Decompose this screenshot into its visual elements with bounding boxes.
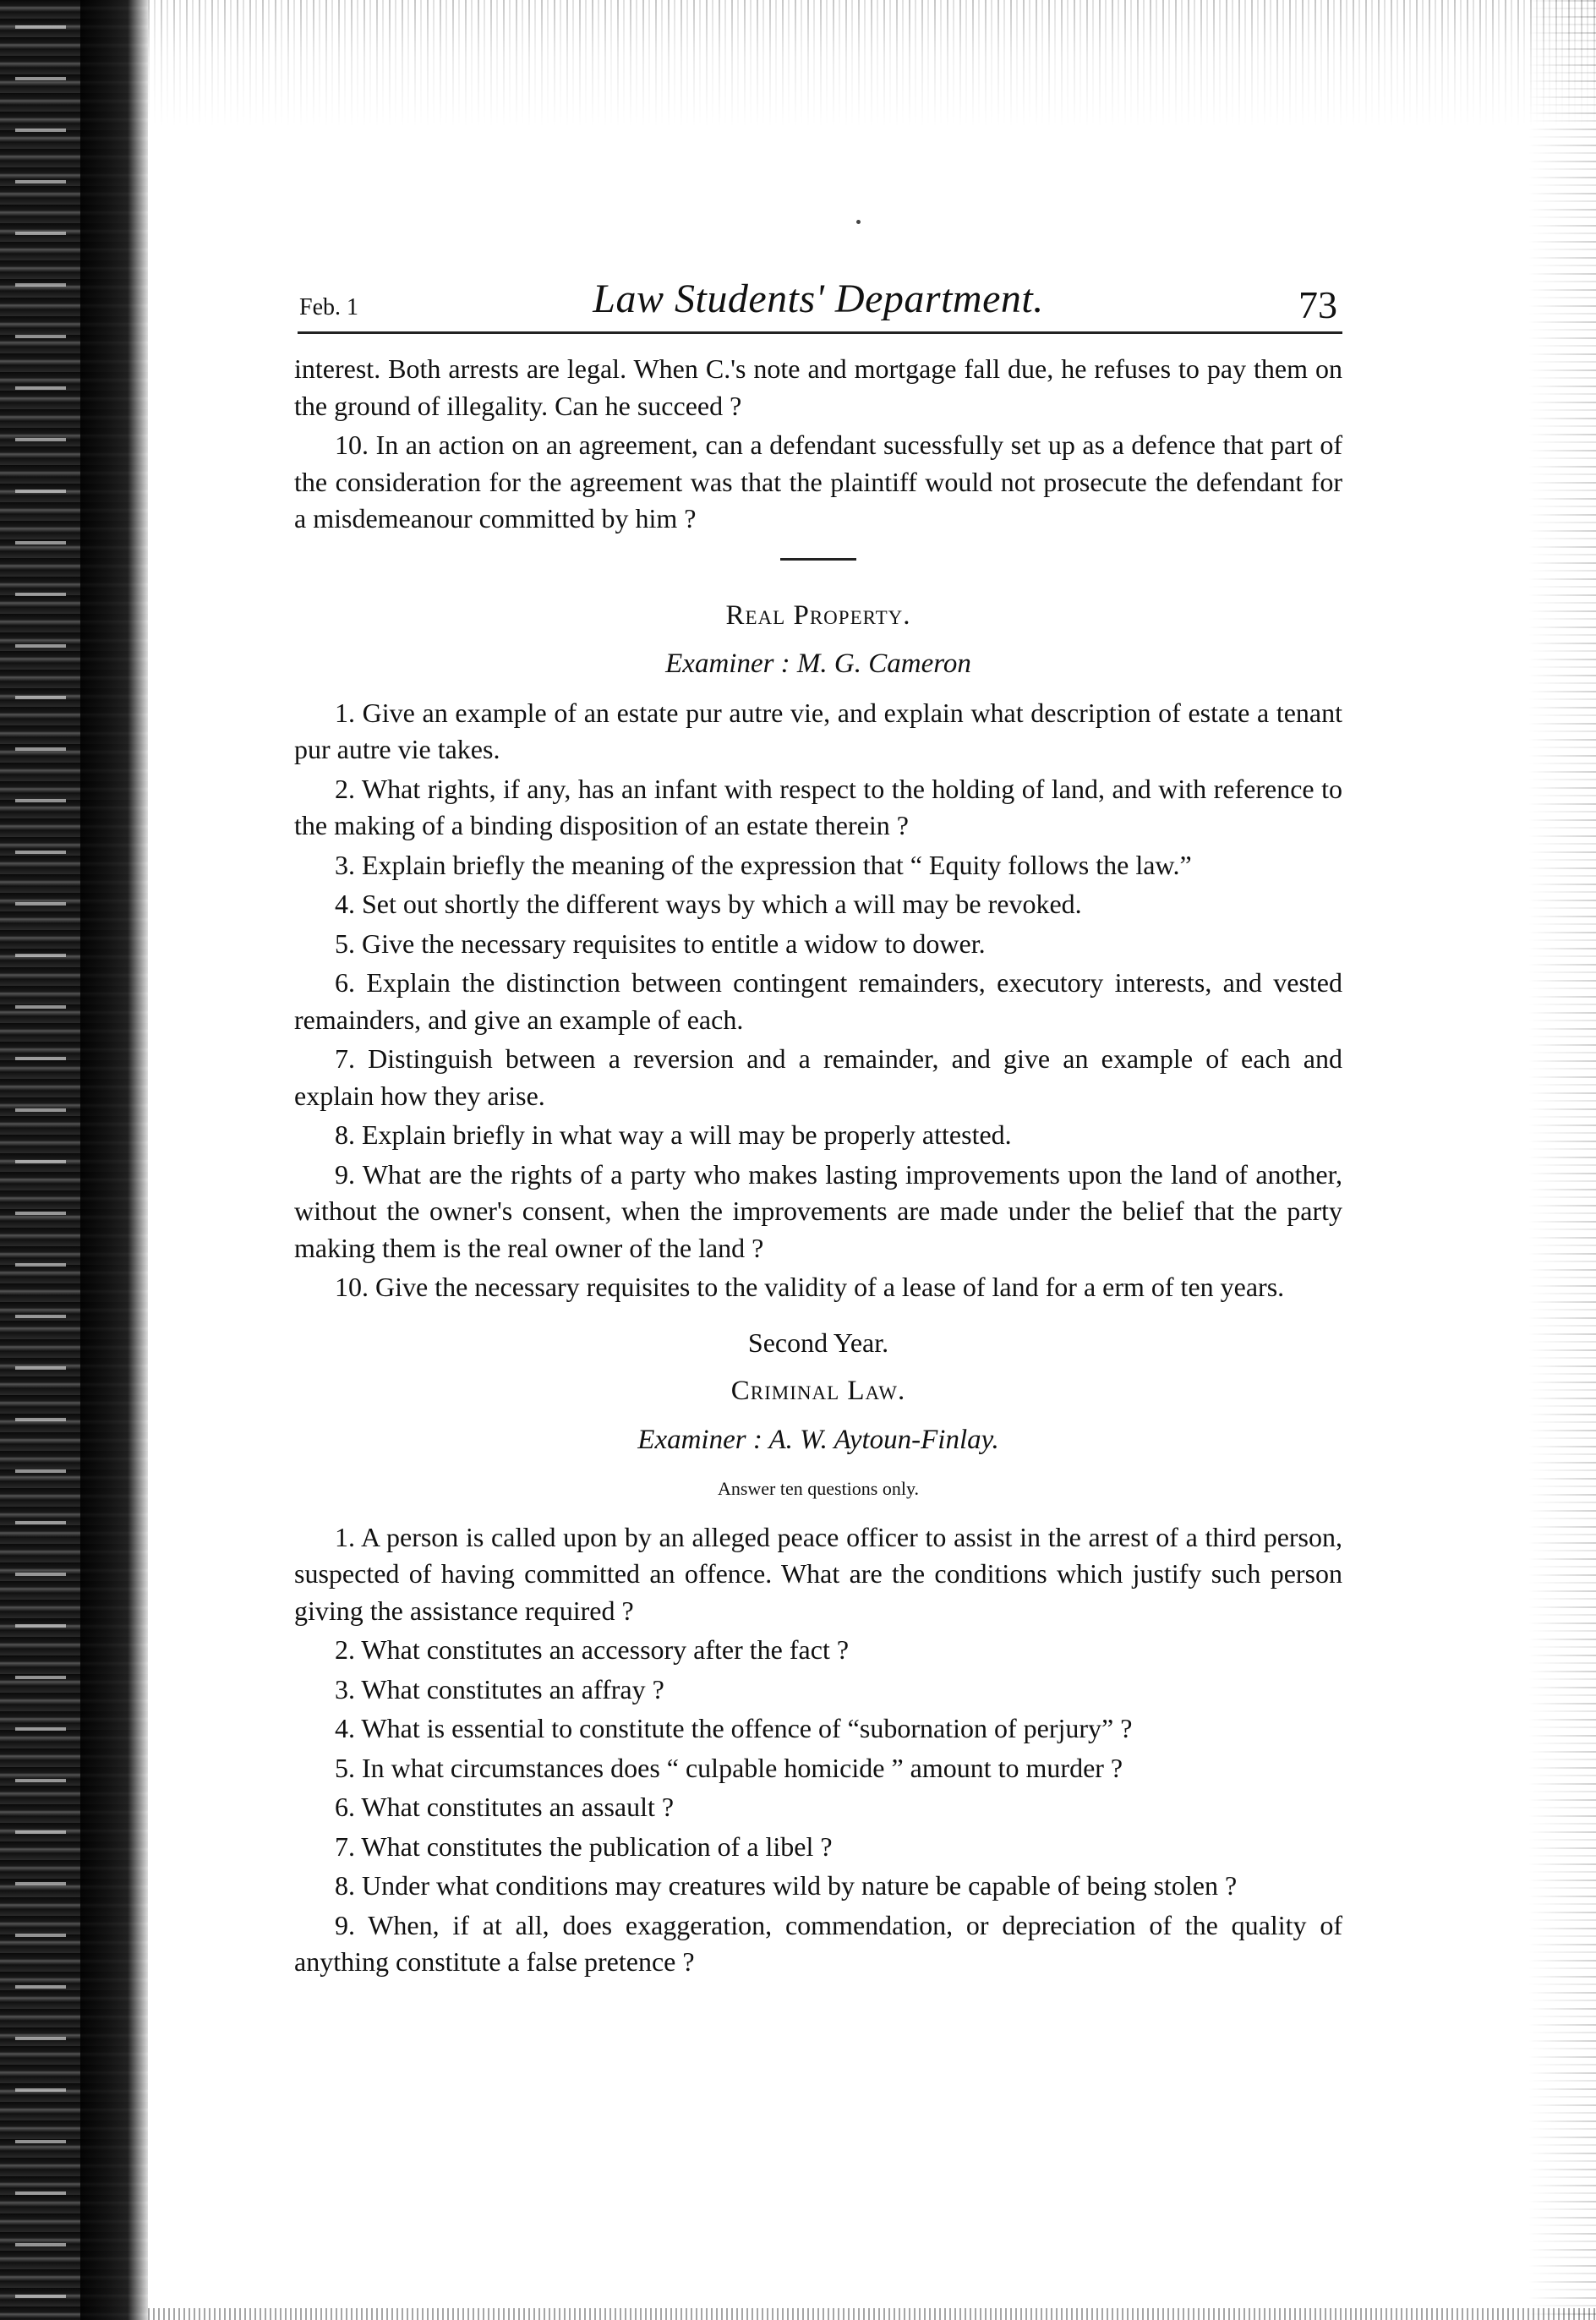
scan-speck bbox=[856, 220, 861, 224]
binding-texture bbox=[15, 0, 66, 2320]
header-date: Feb. 1 bbox=[299, 294, 358, 320]
page-number: 73 bbox=[1298, 283, 1337, 326]
question-item: 6. Explain the distinction between contingent remainders, executory interests, and vested remainders, and give an example of each. bbox=[294, 967, 1342, 1035]
question-item: 1. A person is called upon by an alleged peace officer to assist in the arrest of a third person, suspected of having committed an offence. What are the conditions which justify such person giving the assistance required ? bbox=[294, 1521, 1342, 1626]
section-divider bbox=[780, 558, 856, 561]
question-item: 10. Give the necessary requisites to the validity of a lease of land for a erm of ten years. bbox=[335, 1272, 1285, 1302]
question-item: 7. Distinguish between a reversion and a remainder, and give an example of each and explain how they arise. bbox=[294, 1043, 1342, 1111]
question-item: 8. Explain briefly in what way a will may be properly attested. bbox=[335, 1119, 1012, 1150]
continued-question-text: interest. Both arrests are legal. When C.'s note and mortgage fall due, he refuses to pay them on the ground of illegality. Can he succeed ? bbox=[294, 353, 1342, 421]
question-item: 3. Explain briefly the meaning of the expression that “ Equity follows the law.” bbox=[335, 849, 1192, 880]
question-item: 6. What constitutes an assault ? bbox=[335, 1792, 675, 1822]
question-item: 2. What rights, if any, has an infant with respect to the holding of land, and with reference to the making of a binding disposition of an estate therein ? bbox=[294, 773, 1342, 840]
question-item: 1. Give an example of an estate pur autre vie, and explain what description of estate a tenant pur autre vie takes. bbox=[294, 697, 1342, 764]
question-item: 2. What constitutes an accessory after the fact ? bbox=[335, 1634, 850, 1665]
question-item: 5. Give the necessary requisites to entitle a widow to dower. bbox=[335, 927, 986, 959]
year-heading: Second Year. bbox=[747, 1327, 889, 1358]
examiner-line: Examiner : A. W. Aytoun-Finlay. bbox=[637, 1424, 999, 1455]
page-body bbox=[294, 351, 1342, 1983]
question-item: 5. In what circumstances does “ culpable homicide ” amount to murder ? bbox=[335, 1752, 1123, 1783]
header-title: Law Students' Department. bbox=[593, 276, 1044, 321]
section-heading-real-property: Real Property. bbox=[725, 599, 911, 631]
question-item: 8. Under what conditions may creatures wild by nature be capable of being stolen ? bbox=[335, 1870, 1238, 1901]
scan-noise-bottom bbox=[148, 2308, 1596, 2320]
instruction-note: Answer ten questions only. bbox=[717, 1478, 920, 1499]
question-item: 3. What constitutes an affray ? bbox=[335, 1673, 664, 1704]
header-rule bbox=[298, 331, 1342, 334]
scan-noise-top bbox=[148, 0, 1596, 127]
scan-noise-right bbox=[1528, 0, 1596, 2320]
question-item: 4. What is essential to constitute the offence of “subornation of perjury” ? bbox=[335, 1713, 1133, 1743]
question-item: 9. When, if at all, does exaggeration, commendation, or depreciation of the quality of anything constitute a false pretence ? bbox=[294, 1909, 1342, 1977]
running-header bbox=[294, 276, 1342, 331]
question-10: 10. In an action on an agreement, can a defendant sucessfully set up as a defence that part of the consideration for the agreement was that the plaintiff would not prosecute the defendant for a misdemeanour committed by him ? bbox=[294, 430, 1342, 533]
question-item: 4. Set out shortly the different ways by which a will may be revoked. bbox=[335, 889, 1082, 919]
binding-shadow bbox=[80, 0, 148, 2320]
question-item: 9. What are the rights of a party who makes lasting improvements upon the land of another, without the owner's consent, when the improvements are made under the belief that the party making them is the real owner of the land ? bbox=[294, 1158, 1342, 1263]
examiner-line: Examiner : M. G. Cameron bbox=[665, 648, 971, 679]
question-item: 7. What constitutes the publication of a libel ? bbox=[335, 1830, 833, 1862]
section-heading-criminal-law: Criminal Law. bbox=[730, 1376, 906, 1406]
